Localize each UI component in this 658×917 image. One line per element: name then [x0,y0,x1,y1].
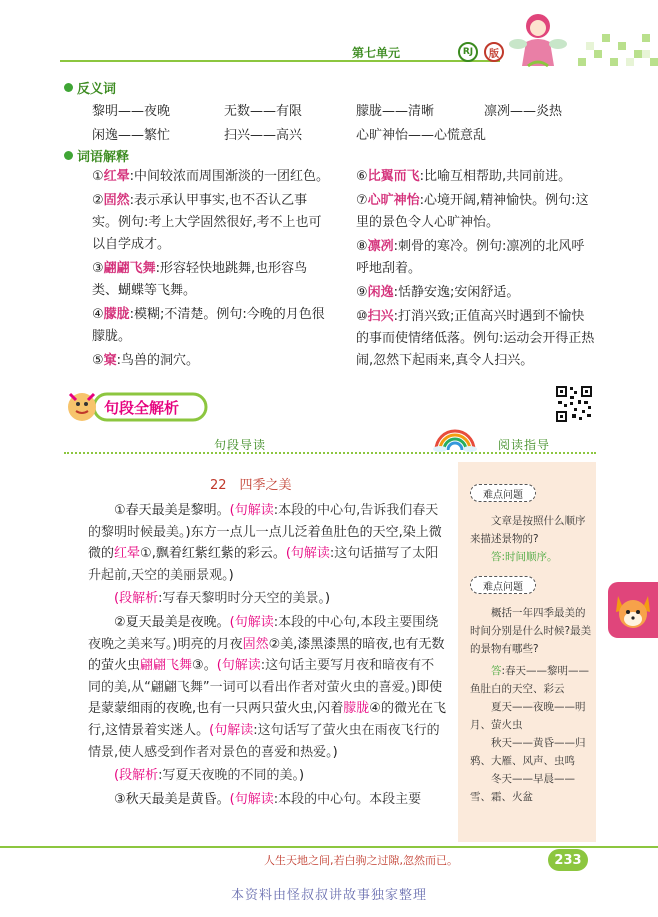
passage-text: ①春天最美是黎明。 [114,503,230,518]
fox-mascot-icon [608,582,658,638]
unit-label: 第七单元 [352,46,401,60]
reading-title: 22 四季之美 [210,478,292,493]
entry-num: ⑩ [356,309,368,324]
annotation-label: 翩翩飞舞 [140,658,193,674]
annotation-label: (句解读 [285,546,330,562]
glossary-entry [92,350,330,372]
answer-1-text: :时间顺序。 [501,551,558,563]
entry-text: :中间较浓而周围渐淡的一团红色。 [129,169,330,184]
entry-text: :模糊;不清楚。例句:今晚的月色很朦胧。 [92,307,325,344]
page-number: 233 [548,849,588,871]
footer-rule [0,846,658,848]
question-1-text: 文章是按照什么顺序来描述景物的? [470,515,586,545]
annotation-label: (句解读 [209,722,254,738]
difficulty-label-2: 难点问题 [470,576,536,594]
entry-term: 凛冽 [367,239,394,254]
credit-line: 本资料由怪叔叔讲故事独家整理 [230,888,427,903]
answer-2-line: :春天——黎明——鱼肚白的天空、彩云 [470,665,590,695]
glossary-right-column [356,166,596,372]
reading-paragraph [88,588,446,610]
entry-term: 固然 [103,193,130,208]
entry-num: ⑨ [356,285,368,300]
annotation-label: (句解读 [229,614,274,630]
entry-text: :打消兴致;正值高兴时遇到不愉快的事而使情绪低落。例句:运动会开得正热闹,忽然下起雨来,真令人扫兴。 [356,309,595,368]
passage-text: ② [268,636,281,652]
entry-num: ⑧ [356,239,368,254]
glossary-entry [92,190,330,256]
antonym-pair: 凛冽——炎热 [484,104,563,119]
annotation-text: :本段的中心句。本段主要 [273,791,422,807]
annotation-text: :写夏天夜晚的不同的美。 [158,768,299,784]
answer-2-line: 秋天——黄昏——归鸦、大雁、风声、虫鸣 [470,737,586,767]
antonyms-heading [64,78,116,97]
question-1 [470,512,592,566]
entry-term: 红晕 [103,169,130,184]
annotation-label: 红晕 [114,546,141,562]
reading-paragraph [88,765,446,787]
antonym-pair: 无数——有限 [224,104,303,119]
reading-paragraphs [88,500,446,812]
antonym-row-1 [92,100,562,119]
entry-text: :刺骨的寒冷。例句:凛冽的北风呼呼地刮着。 [356,239,585,276]
edition-badge: 版 [484,42,504,62]
entry-num: ③ [92,261,104,276]
annotation-text: :这句话写了萤火虫在雨夜飞行的情景,使人感受到作者对景色的喜爱和热爱。 [88,722,440,760]
annotation-label: (句解读 [229,503,274,518]
segment-label: (段解析 [114,768,159,784]
reading-tips-label: 阅读指导 [498,438,551,452]
passage-text: )明亮的月夜 [172,636,243,652]
question-2 [470,604,592,806]
entry-num: ① [92,169,104,184]
passage-text: 的微光在飞行,这情景着实迷人。 [88,701,446,738]
entry-term: 闲逸 [367,285,394,300]
antonym-pair: 黎明——夜晚 [92,104,171,119]
glossary-left-column [92,166,330,372]
header-rule [60,60,500,62]
passage-text: ) [298,768,305,784]
checker-pattern-icon [570,30,658,70]
rj-badge: RJ [458,42,478,62]
passage-text: ④ [369,701,381,717]
antonym-pair: 闲逸——繁忙 [92,128,171,143]
answer-2-line: 冬天——早晨——雪、霜、火盆 [470,773,575,803]
antonym-pair: 朦胧——清晰 [356,104,435,119]
entry-term: 比翼而飞 [367,169,420,184]
antonym-row-2 [92,124,486,143]
reading-paragraph [88,612,446,763]
entry-term: 扫兴 [367,309,394,324]
passage-text: ) [324,591,331,607]
annotation-label: 固然 [242,636,269,652]
entry-text: :鸟兽的洞穴。 [116,353,200,368]
entry-term: 朦胧 [103,307,130,322]
antonym-pair: 扫兴——高兴 [224,128,303,143]
reading-paragraph [88,789,446,811]
passage-text: ,飘着红紫红紫的彩云。 [151,546,286,562]
segment-label: (段解析 [114,591,159,607]
annotation-label: (句解读 [216,658,261,674]
bullet-dot-icon [64,83,73,92]
glossary-entry [92,166,330,188]
entry-text: :比喻互相帮助,共同前进。 [419,169,572,184]
passage-text: ① [140,546,152,562]
passage-text: 美,漆黑漆黑的暗夜,也有无数的萤火虫 [88,636,445,674]
glossary-heading [64,146,129,165]
glossary-entry [356,306,596,372]
answer-2-line: 夏天——夜晚——明月、萤火虫 [470,701,586,731]
entry-num: ⑤ [92,353,104,368]
passage-text: 。 [203,658,217,674]
rainbow-icon [432,428,478,452]
entry-text: :表示承认甲事实,也不否认乙事实。例句:考上大学固然很好,考不上也可以自学成才。 [92,193,322,252]
entry-text: :形容轻快地跳舞,也形容鸟类、蝴蝶等飞舞。 [92,261,308,298]
glossary-entry [356,166,596,188]
annotation-text: :本段的中心句,本段主要围绕夜晚之美来写。 [88,614,439,652]
bullet-dot-icon [64,151,73,160]
entry-text: :恬静安逸;安闲舒适。 [393,285,520,300]
annotation-text: :本段的中心句,告诉我们春天的黎明时候最美。 [88,503,439,540]
glossary-entry [356,236,596,280]
analysis-banner-title: 句段全解析 [104,399,180,417]
entry-num: ⑥ [356,169,368,184]
question-2-text: 概括一年四季最美的时间分别是什么时候?最美的景物有哪些? [470,607,592,655]
entry-num: ⑦ [356,193,368,208]
passage-text: )即使是蒙蒙细雨的夜晚,也有一只两只萤火虫,闪着 [88,679,443,717]
glossary-entry [356,282,596,304]
footer-quote: 人生天地之间,若白驹之过隙,忽然而已。 [264,854,458,867]
entry-term: 窠 [103,353,117,368]
antonyms-title: 反义词 [77,82,117,97]
chapter-tab [608,582,658,638]
entry-num: ④ [92,307,104,322]
fairy-mascot-icon [508,8,568,70]
annotation-text: :写春天黎明时分天空的美景。 [158,591,325,607]
reading-guide-label: 句段导读 [214,438,267,452]
entry-term: 心旷神怡 [367,193,420,208]
passage-text: ③ [192,658,204,674]
qr-code-icon [554,384,594,424]
glossary-entry [356,190,596,234]
difficulty-label-1: 难点问题 [470,484,536,502]
glossary-entry [92,304,330,348]
entry-num: ② [92,193,104,208]
antonym-pair: 心旷神怡——心慌意乱 [356,128,487,143]
answer-1-label: 答 [491,551,502,563]
passage-text: ) [228,567,234,583]
entry-term: 翩翩飞舞 [103,261,156,276]
reading-body [64,462,452,842]
glossary-title: 词语解释 [77,150,130,165]
annotation-text: :这句话主要写月夜和暗夜有不同的美,从“翩翩飞舞”一词可以看出作者对萤火虫的喜爱。 [88,658,435,695]
answer-2-label: 答 [491,665,502,677]
passage-text: )东方一点儿一点儿泛着鱼肚色的天空,染上微微的 [88,524,442,562]
passage-text: ②夏天最美是夜晚。 [114,614,230,630]
annotation-label: (句解读 [229,791,274,807]
entry-text: :心境开阔,精神愉快。例句:这里的景色令人心旷神怡。 [356,193,589,230]
annotation-text: :这句话描写了太阳升起前,天空的美丽景观。 [88,546,439,583]
annotation-label: 朦胧 [343,701,370,717]
glossary-entry [92,258,330,302]
passage-text: ③秋天最美是黄昏。 [114,791,230,807]
passage-text: ) [332,744,338,760]
reading-paragraph [88,500,446,586]
